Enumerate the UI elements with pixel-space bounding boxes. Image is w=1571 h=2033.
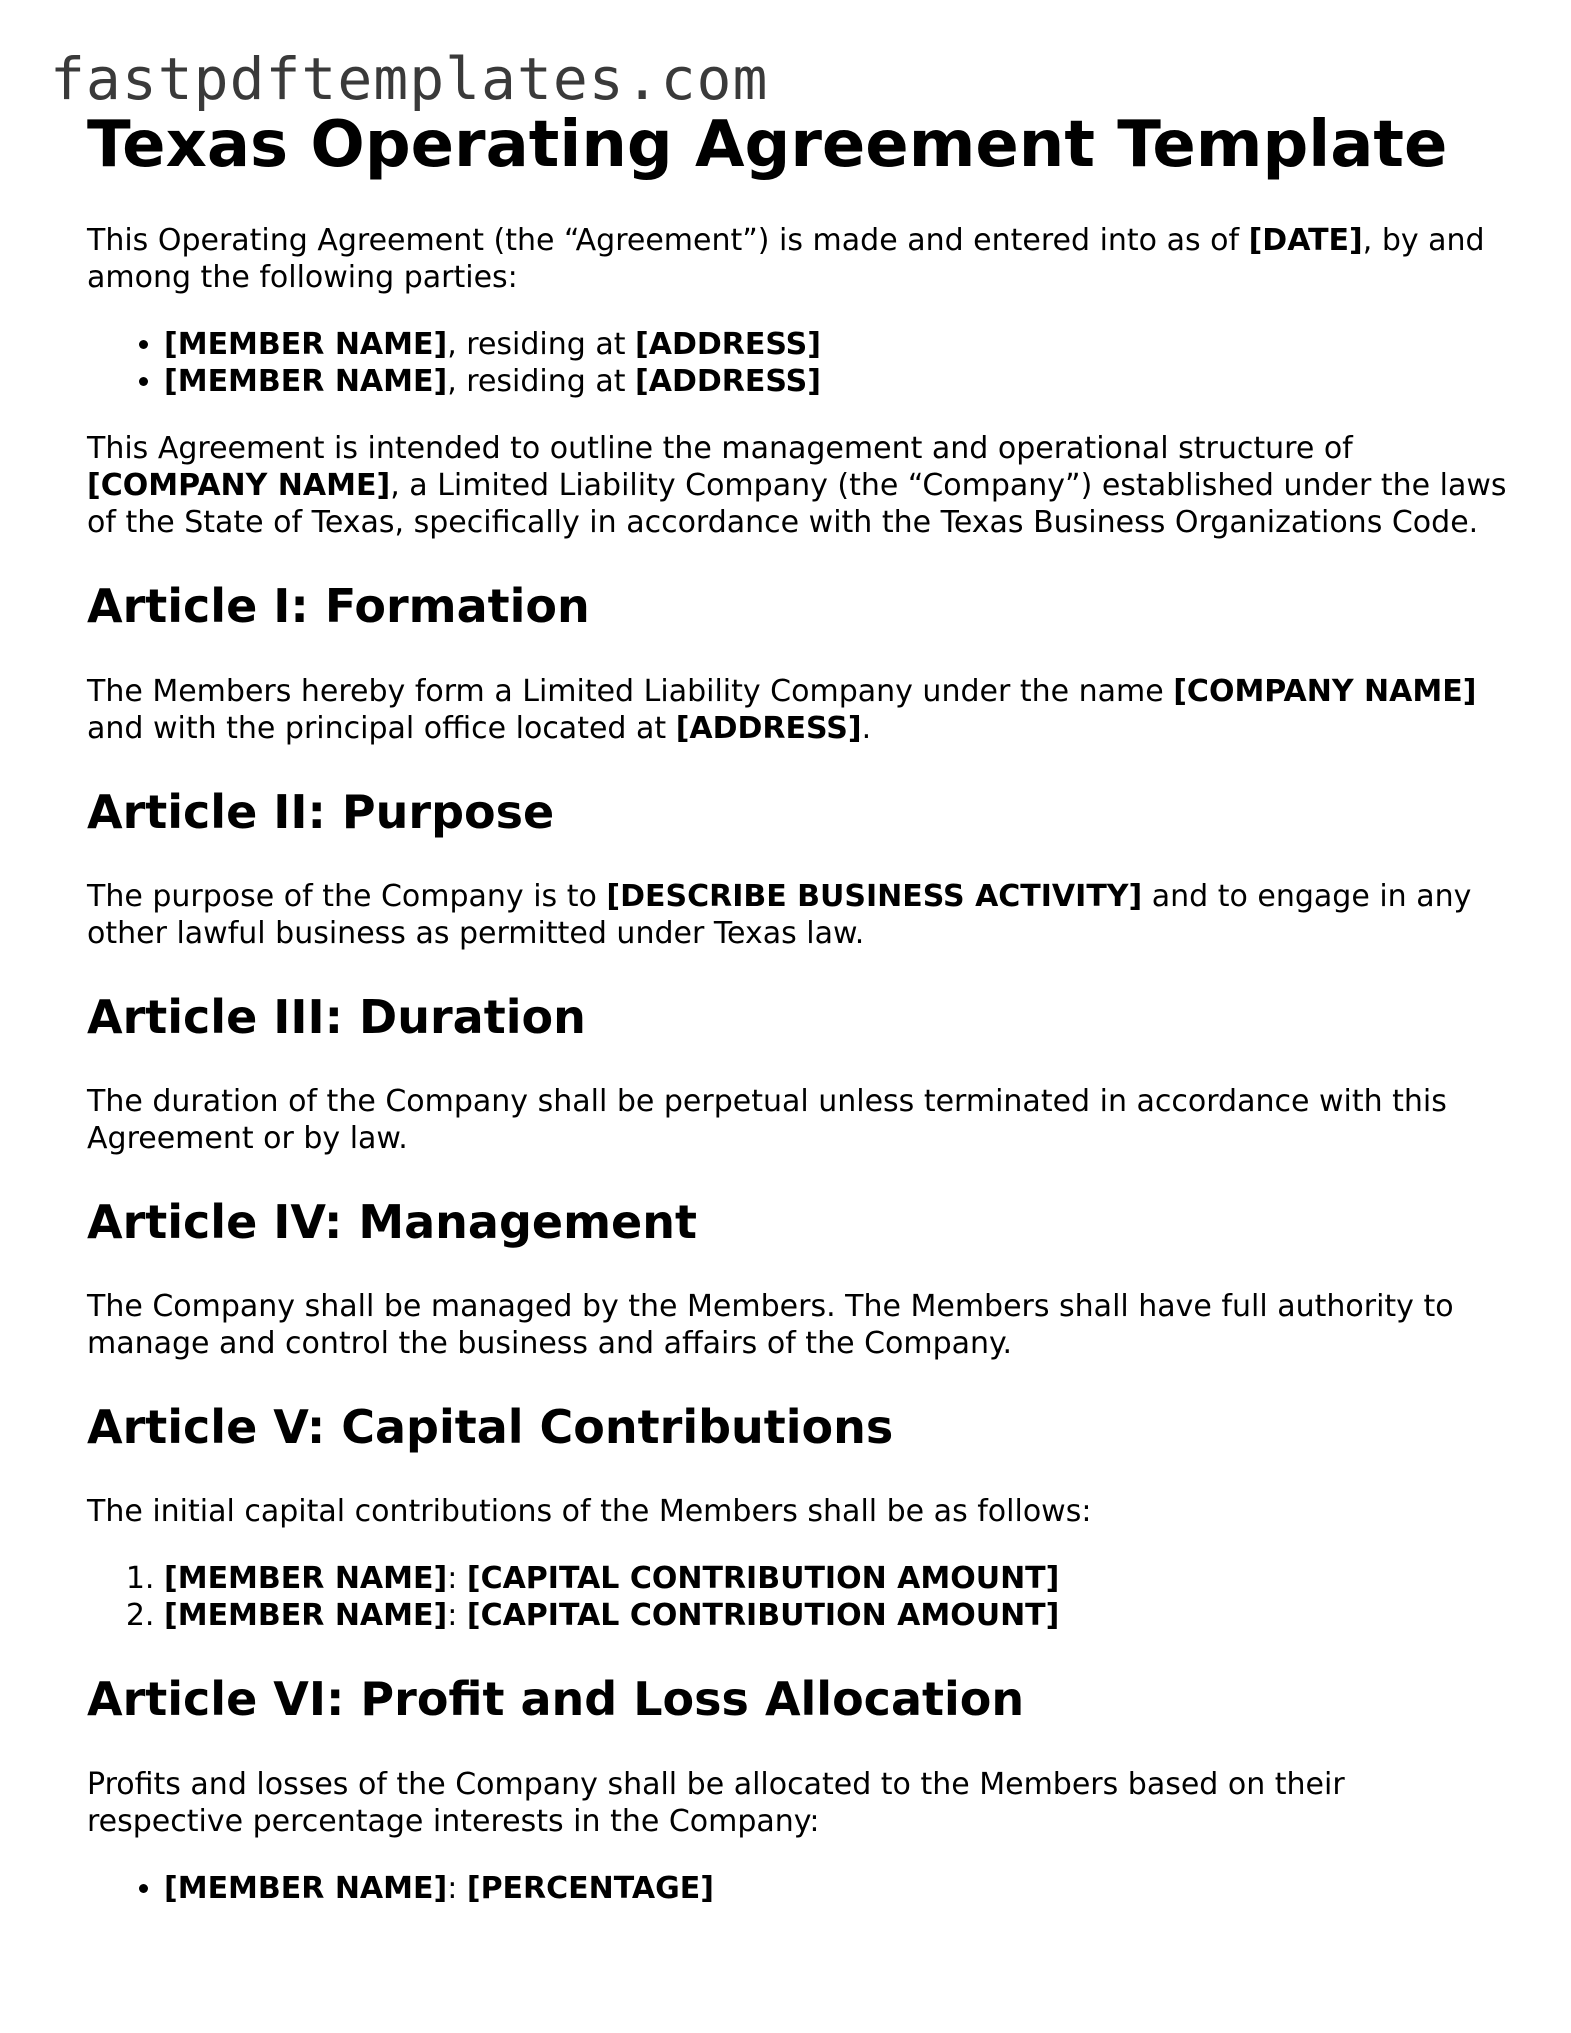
parties-list: [87, 326, 1507, 400]
article-1-text: The Members hereby form a Limited Liability Company under the name [COMPANY NAME] and with the principal office located at [ADDRESS].: [87, 673, 1477, 746]
company-placeholder: [COMPANY NAME]: [87, 468, 391, 504]
article-6-heading: Article VI: Profit and Loss Allocation: [87, 1672, 1025, 1727]
article-2-heading: Article II: Purpose: [87, 784, 555, 839]
article-3-heading: Article III: Duration: [87, 989, 586, 1044]
party-item: • [MEMBER NAME], residing at [ADDRESS]: [164, 326, 1507, 363]
document-title: Texas Operating Agreement Template: [87, 108, 1448, 182]
structure-paragraph: This Agreement is intended to outline the management and operational structure of [COMPANY NAME], a Limited Liability Company (the “Company”) established under the laws of the State of Texas, specifically in accordance with the Texas Business Organizations Code.: [87, 431, 1507, 541]
article-4-text: The Company shall be managed by the Members. The Members shall have full authority to manage and control the business and affairs of the Company.: [87, 1289, 1454, 1362]
list-item: 1. [MEMBER NAME]: [CAPITAL CONTRIBUTION AMOUNT]: [164, 1560, 1507, 1597]
party-item: • [MEMBER NAME], residing at [ADDRESS]: [164, 363, 1507, 400]
article-6-text: Profits and losses of the Company shall be allocated to the Members based on their respective percentage interests in the Company:: [87, 1766, 1345, 1839]
article-3-text: The duration of the Company shall be perpetual unless terminated in accordance with this Agreement or by law.: [87, 1083, 1447, 1156]
article-2-text: The purpose of the Company is to [DESCRIBE BUSINESS ACTIVITY] and to engage in any other lawful business as permitted under Texas law.: [87, 878, 1472, 951]
article-4-heading: Article IV: Management: [87, 1194, 697, 1249]
date-placeholder: [DATE]: [1248, 223, 1363, 259]
allocation-list: [87, 1870, 1507, 1907]
watermark: fastpdftemplates.com: [50, 45, 769, 113]
article-5-heading: Article V: Capital Contributions: [87, 1400, 894, 1455]
document: [87, 110, 1507, 1907]
list-item: 2. [MEMBER NAME]: [CAPITAL CONTRIBUTION AMOUNT]: [164, 1597, 1507, 1634]
capital-contributions-list: [87, 1560, 1507, 1634]
article-1-heading: Article I: Formation: [87, 579, 590, 634]
list-item: • [MEMBER NAME]: [PERCENTAGE]: [164, 1870, 1507, 1907]
article-5-text: The initial capital contributions of the Members shall be as follows:: [87, 1494, 1092, 1530]
intro-paragraph: This Operating Agreement (the “Agreement”) is made and entered into as of [DATE], by and among the following parties:: [87, 223, 1485, 296]
